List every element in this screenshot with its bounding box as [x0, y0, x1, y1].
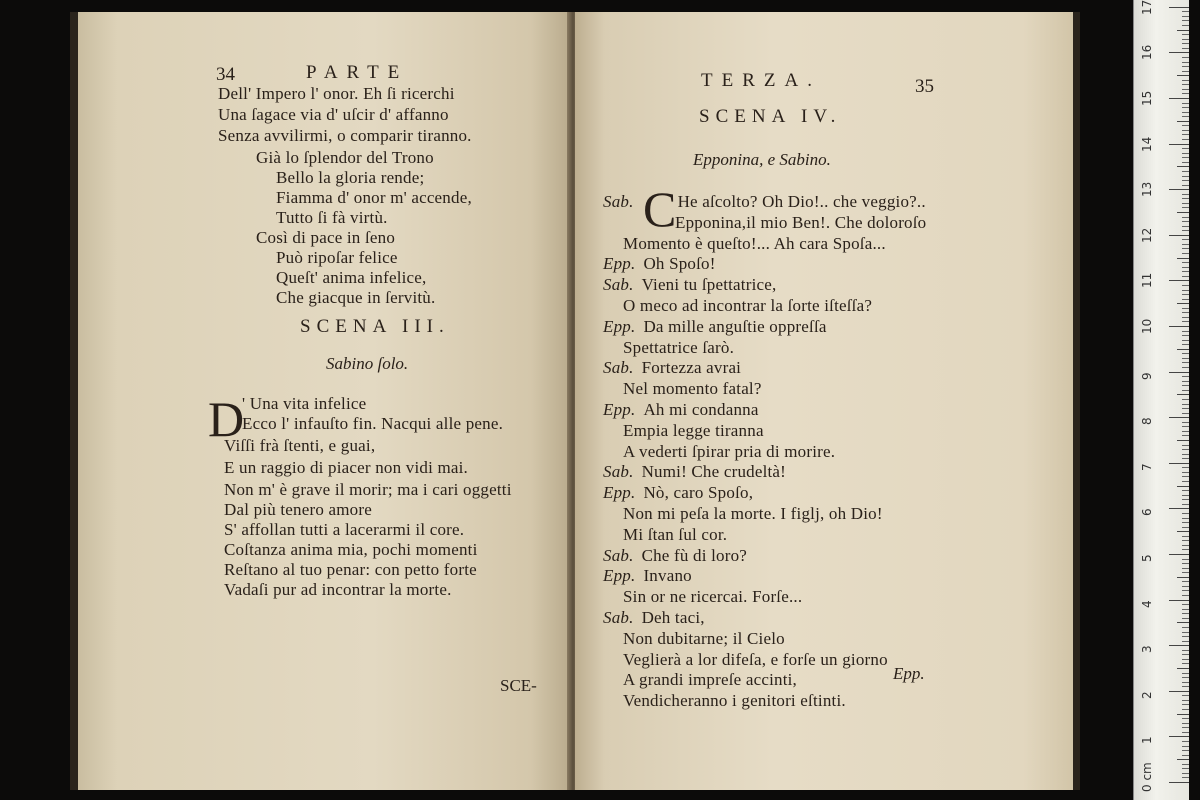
ruler-tick [1182, 285, 1189, 286]
verse-line: Queſt' anima infelice, [276, 268, 427, 287]
dialogue-text: O meco ad incontrar la ſorte iſteſſa? [623, 296, 873, 315]
ruler-tick [1182, 271, 1189, 272]
ruler-tick [1182, 89, 1189, 90]
ruler-tick [1182, 66, 1189, 67]
verse-line: Può ripoſar felice [276, 248, 398, 267]
ruler-tick [1182, 549, 1189, 550]
ruler-tick [1182, 153, 1189, 154]
catchword: Epp. [893, 664, 925, 683]
text-line: Non m' è grave il morir; ma i cari oggetti [224, 480, 512, 499]
ruler-tick [1182, 545, 1189, 546]
text-line: Ecco l' infauſto fin. Nacqui alle pene. [242, 414, 504, 433]
ruler-tick [1182, 239, 1189, 240]
ruler-tick [1182, 586, 1189, 587]
running-head: PARTE [306, 62, 409, 83]
speaker-label: Sab. [603, 462, 634, 482]
ruler-tick [1182, 267, 1189, 268]
ruler-tick [1177, 668, 1189, 669]
ruler-tick [1182, 321, 1189, 322]
dialogue-line [623, 296, 872, 316]
ruler-tick [1169, 691, 1189, 692]
ruler-tick [1182, 381, 1189, 382]
ruler-tick [1169, 144, 1189, 145]
dialogue-line [603, 358, 741, 378]
ruler-tick [1182, 80, 1189, 81]
ruler-tick [1182, 704, 1189, 705]
ruler-tick [1182, 741, 1189, 742]
ruler-tick [1182, 299, 1189, 300]
ruler-tick [1182, 408, 1189, 409]
dialogue-line [603, 317, 827, 337]
ruler-tick [1182, 362, 1189, 363]
dialogue-line [623, 504, 883, 524]
ruler-tick [1177, 212, 1189, 213]
ruler-tick [1182, 244, 1189, 245]
dialogue-text: Veglierà a lor difeſa, e forſe un giorno [623, 649, 888, 669]
ruler-tick [1182, 207, 1189, 208]
ruler-tick [1182, 276, 1189, 277]
ruler-tick [1182, 71, 1189, 72]
ruler-tick [1182, 34, 1189, 35]
drop-cap: D [208, 391, 245, 447]
ruler-tick [1182, 686, 1189, 687]
ruler-tick [1182, 490, 1189, 491]
ruler-tick [1169, 7, 1189, 8]
dialogue-text: A grandi impreſe accinti, [623, 670, 797, 690]
speaker-label: Sab. [603, 358, 634, 378]
ruler-tick [1169, 645, 1189, 646]
dialogue-line [603, 400, 759, 420]
ruler-tick [1182, 727, 1189, 728]
speaker-label: Sab. [603, 608, 634, 627]
speaker-label: Epp. [603, 400, 636, 419]
ruler-tick [1182, 198, 1189, 199]
speaker-label: Sab. [603, 545, 634, 565]
ruler-tick [1182, 404, 1189, 405]
ruler-number: 13 [1140, 181, 1154, 198]
ruler-tick [1182, 194, 1189, 195]
ruler-tick [1182, 317, 1189, 318]
ruler-tick [1182, 764, 1189, 765]
ruler-tick [1182, 472, 1189, 473]
ruler-tick [1169, 189, 1189, 190]
dialogue-line [603, 275, 776, 295]
ruler-tick [1182, 426, 1189, 427]
ruler-tick [1182, 595, 1189, 596]
ruler-tick [1169, 98, 1189, 99]
ruler-tick [1182, 723, 1189, 724]
dialogue-text: Epponina,il mio Ben!. Che doloroſo [675, 212, 927, 232]
ruler-tick [1182, 458, 1189, 459]
dialogue-text: Oh Spoſo! [643, 254, 716, 274]
ruler-tick [1182, 11, 1189, 12]
measuring-ruler [1133, 0, 1189, 800]
ruler-tick [1182, 43, 1189, 44]
verse-line: Tutto ſi fà virtù. [276, 208, 388, 227]
ruler-tick [1182, 422, 1189, 423]
verse-line: Fiamma d' onor m' accende, [276, 188, 472, 207]
ruler-tick [1182, 107, 1189, 108]
ruler-tick [1169, 52, 1189, 53]
ruler-tick [1182, 682, 1189, 683]
dialogue-line [623, 442, 835, 462]
dialogue-line [623, 338, 734, 358]
ruler-tick [1182, 559, 1189, 560]
ruler-tick [1182, 768, 1189, 769]
ruler-tick [1182, 367, 1189, 368]
ruler-tick [1182, 335, 1189, 336]
text-line: E un raggio di piacer non vidi mai. [224, 458, 468, 477]
ruler-tick [1177, 440, 1189, 441]
ruler-tick [1182, 112, 1189, 113]
ruler-number: 1 [1140, 736, 1154, 745]
ruler-tick [1182, 262, 1189, 263]
dialogue-line [603, 483, 753, 503]
ruler-tick [1177, 303, 1189, 304]
left-page [78, 12, 570, 790]
dialogue-text: Che fù di loro? [641, 545, 748, 565]
dialogue-line [623, 234, 886, 254]
ruler-tick [1177, 486, 1189, 487]
dialogue-text: Invano [643, 566, 692, 586]
drop-cap: C [643, 181, 677, 237]
dialogue-text: Vendicheranno i genitori eſtinti. [623, 691, 846, 711]
ruler-tick [1182, 413, 1189, 414]
ruler-tick [1182, 130, 1189, 131]
dialogue-text: Ah mi condanna [643, 400, 759, 419]
ruler-tick [1182, 185, 1189, 186]
page-number: 35 [915, 76, 934, 97]
ruler-tick [1182, 353, 1189, 354]
ruler-tick [1182, 476, 1189, 477]
ruler-tick [1182, 513, 1189, 514]
page-number: 34 [216, 64, 235, 85]
ruler-tick [1182, 518, 1189, 519]
dialogue-text: Mi ſtan ſul cor. [623, 524, 728, 544]
ruler-tick [1182, 536, 1189, 537]
dialogue-text: Spettatrice ſarò. [623, 337, 735, 357]
ruler-number: 5 [1140, 554, 1154, 562]
ruler-tick [1182, 25, 1189, 26]
dialogue-line [675, 213, 926, 233]
ruler-tick [1182, 148, 1189, 149]
ruler-tick [1182, 572, 1189, 573]
ruler-tick [1182, 221, 1189, 222]
dialogue-line [623, 525, 727, 545]
ruler-tick [1177, 258, 1189, 259]
speaker-label: Epp. [603, 316, 636, 336]
ruler-tick [1182, 20, 1189, 21]
verse-line: Così di pace in ſeno [256, 228, 396, 247]
dialogue-text: Nò, caro Spoſo, [643, 483, 754, 503]
ruler-tick [1169, 372, 1189, 373]
ruler-tick [1182, 162, 1189, 163]
ruler-tick [1177, 622, 1189, 623]
text-line: Vadaſi pur ad incontrar la morte. [224, 580, 452, 599]
dialogue-text: Vieni tu ſpettatrice, [641, 275, 777, 295]
ruler-number: 3 [1140, 645, 1154, 654]
ruler-tick [1182, 449, 1189, 450]
dialogue-line [623, 379, 762, 399]
dialogue-text: Nel momento fatal? [623, 379, 762, 399]
dialogue-line [603, 462, 786, 482]
ruler-tick [1182, 632, 1189, 633]
dialogue-text: Empia legge tiranna [623, 420, 764, 440]
ruler-tick [1182, 217, 1189, 218]
dialogue-text: Numi! Che crudeltà! [641, 462, 787, 482]
ruler-tick [1182, 308, 1189, 309]
dialogue-text: Sin or ne ricercai. Forſe... [623, 587, 803, 607]
ruler-unit-label: 0 cm [1140, 762, 1154, 792]
ruler-tick [1182, 563, 1189, 564]
dialogue-line [603, 192, 926, 212]
ruler-tick [1182, 176, 1189, 177]
dialogue-line [623, 691, 846, 711]
text-line: Viſſi frà ſtenti, e guai, [224, 436, 376, 455]
speaker-label: Sab. [603, 192, 634, 211]
ruler-tick [1182, 636, 1189, 637]
text-line: Senza avvilirmi, o comparir tiranno. [218, 126, 472, 145]
ruler-tick [1182, 93, 1189, 94]
ruler-tick [1182, 732, 1189, 733]
ruler-tick [1177, 30, 1189, 31]
text-line: ' Una vita infelice [242, 394, 367, 413]
ruler-tick [1177, 531, 1189, 532]
ruler-tick [1177, 714, 1189, 715]
ruler-tick [1182, 116, 1189, 117]
ruler-tick [1177, 394, 1189, 395]
ruler-tick [1182, 650, 1189, 651]
ruler-number: 16 [1140, 45, 1154, 61]
ruler-number: 17 [1140, 0, 1154, 15]
ruler-tick [1182, 467, 1189, 468]
ruler-tick [1169, 235, 1189, 236]
ruler-tick [1169, 280, 1189, 281]
ruler-number: 7 [1140, 463, 1154, 471]
ruler-tick [1182, 103, 1189, 104]
ruler-tick [1182, 777, 1189, 778]
speaker-label: Epp. [603, 483, 636, 503]
ruler-tick [1169, 600, 1189, 601]
verse-line: Che giacque in ſervitù. [276, 288, 436, 307]
ruler-tick [1182, 358, 1189, 359]
ruler-tick [1182, 718, 1189, 719]
speaker-label: Epp. [603, 254, 636, 274]
ruler-tick [1182, 157, 1189, 158]
ruler-tick [1182, 139, 1189, 140]
dialogue-line [623, 629, 785, 649]
ruler-tick [1182, 755, 1189, 756]
verse-line: Bello la gloria rende; [276, 168, 425, 187]
ruler-tick [1182, 226, 1189, 227]
ruler-tick [1182, 677, 1189, 678]
speaker-label: Epp. [603, 566, 636, 586]
scene-title: SCENA IV. [699, 106, 842, 127]
ruler-tick [1182, 39, 1189, 40]
dialogue-line [623, 421, 764, 441]
ruler-tick [1182, 294, 1189, 295]
ruler-tick [1182, 673, 1189, 674]
ruler-tick [1177, 121, 1189, 122]
ruler-tick [1169, 736, 1189, 737]
ruler-tick [1182, 445, 1189, 446]
ruler-tick [1182, 57, 1189, 58]
ruler-tick [1182, 618, 1189, 619]
ruler-tick [1182, 568, 1189, 569]
ruler-number: 2 [1140, 691, 1154, 699]
dialogue-line [603, 546, 747, 566]
ruler-tick [1182, 84, 1189, 85]
ruler-tick [1182, 125, 1189, 126]
ruler-number: 11 [1140, 273, 1154, 289]
ruler-tick [1182, 709, 1189, 710]
dialogue-text: He aſcolto? Oh Dio!.. che veggio?.. [677, 192, 926, 211]
ruler-tick [1182, 695, 1189, 696]
ruler-tick [1182, 385, 1189, 386]
ruler-number: 9 [1140, 371, 1154, 380]
ruler-number: 8 [1140, 417, 1154, 426]
ruler-tick [1182, 540, 1189, 541]
ruler-tick [1182, 654, 1189, 655]
dialogue-text: Da mille anguſtie oppreſſa [643, 316, 827, 336]
ruler-tick [1182, 581, 1189, 582]
ruler-tick [1182, 746, 1189, 747]
ruler-tick [1182, 399, 1189, 400]
scene-subtitle: Sabino ſolo. [326, 354, 409, 373]
ruler-tick [1182, 344, 1189, 345]
open-book [70, 12, 1080, 790]
ruler-tick [1182, 248, 1189, 249]
ruler-tick [1182, 481, 1189, 482]
dialogue-text: Non dubitarne; il Cielo [623, 628, 785, 648]
ruler-tick [1182, 454, 1189, 455]
ruler-tick [1182, 180, 1189, 181]
ruler-number: 6 [1140, 508, 1154, 517]
ruler-tick [1169, 782, 1189, 783]
text-line: Coſtanza anima mia, pochi momenti [224, 540, 478, 559]
ruler-tick [1182, 604, 1189, 605]
ruler-number: 15 [1140, 90, 1154, 106]
ruler-tick [1182, 700, 1189, 701]
text-line: Dal più tenero amore [224, 500, 372, 519]
ruler-tick [1177, 75, 1189, 76]
dialogue-text: A vederti ſpirar pria di morire. [623, 441, 836, 461]
right-page [575, 12, 1073, 790]
dialogue-text: Non mi peſa la morte. I figlj, oh Dio! [623, 504, 883, 523]
dialogue-text: Fortezza avrai [641, 358, 742, 378]
text-line: Dell' Impero l' onor. Eh ſi ricerchi [218, 84, 455, 103]
ruler-tick [1182, 340, 1189, 341]
speaker-label: Sab. [603, 275, 634, 295]
text-line: Una ſagace via d' uſcir d' affanno [218, 105, 449, 124]
scene-title: SCENA III. [300, 316, 450, 337]
ruler-tick [1182, 750, 1189, 751]
ruler-tick [1182, 312, 1189, 313]
ruler-tick [1169, 463, 1189, 464]
ruler-tick [1182, 609, 1189, 610]
ruler-tick [1177, 349, 1189, 350]
ruler-number: 4 [1140, 599, 1154, 608]
dialogue-line [623, 650, 888, 670]
ruler-tick [1182, 659, 1189, 660]
ruler-tick [1182, 527, 1189, 528]
dialogue-text: Deh taci, [641, 608, 705, 627]
ruler-tick [1182, 495, 1189, 496]
ruler-number: 14 [1140, 136, 1154, 152]
text-line: Reſtano al tuo penar: con petto forte [224, 560, 477, 579]
dialogue-line [623, 670, 797, 690]
ruler-tick [1169, 554, 1189, 555]
ruler-tick [1177, 166, 1189, 167]
ruler-tick [1169, 417, 1189, 418]
ruler-tick [1182, 230, 1189, 231]
ruler-tick [1169, 508, 1189, 509]
ruler-tick [1182, 613, 1189, 614]
ruler-tick [1182, 48, 1189, 49]
scene-subtitle: Epponina, e Sabino. [693, 150, 831, 169]
ruler-tick [1182, 203, 1189, 204]
ruler-tick [1182, 590, 1189, 591]
ruler-tick [1182, 435, 1189, 436]
dialogue-text: Momento è queſto!... Ah cara Spoſa... [623, 233, 886, 253]
ruler-tick [1182, 376, 1189, 377]
ruler-tick [1182, 171, 1189, 172]
ruler-tick [1182, 134, 1189, 135]
dialogue-line [603, 608, 705, 628]
ruler-number: 10 [1140, 318, 1154, 334]
ruler-tick [1177, 759, 1189, 760]
catchword: SCE- [500, 676, 537, 695]
ruler-tick [1182, 62, 1189, 63]
ruler-tick [1182, 331, 1189, 332]
ruler-tick [1182, 663, 1189, 664]
ruler-tick [1182, 773, 1189, 774]
ruler-tick [1182, 431, 1189, 432]
ruler-tick [1182, 522, 1189, 523]
dialogue-line [603, 254, 716, 274]
running-head: TERZA. [701, 70, 821, 91]
ruler-tick [1182, 16, 1189, 17]
ruler-tick [1182, 627, 1189, 628]
verse-line: Già lo ſplendor del Trono [256, 148, 434, 167]
ruler-tick [1169, 326, 1189, 327]
ruler-tick [1177, 577, 1189, 578]
ruler-tick [1182, 390, 1189, 391]
ruler-tick [1182, 290, 1189, 291]
dialogue-line [603, 566, 692, 586]
ruler-tick [1182, 253, 1189, 254]
ruler-tick [1182, 641, 1189, 642]
text-line: S' affollan tutti a lacerarmi il core. [224, 520, 465, 539]
ruler-tick [1182, 504, 1189, 505]
ruler-number: 12 [1140, 227, 1154, 243]
dialogue-line [623, 587, 802, 607]
ruler-tick [1182, 499, 1189, 500]
